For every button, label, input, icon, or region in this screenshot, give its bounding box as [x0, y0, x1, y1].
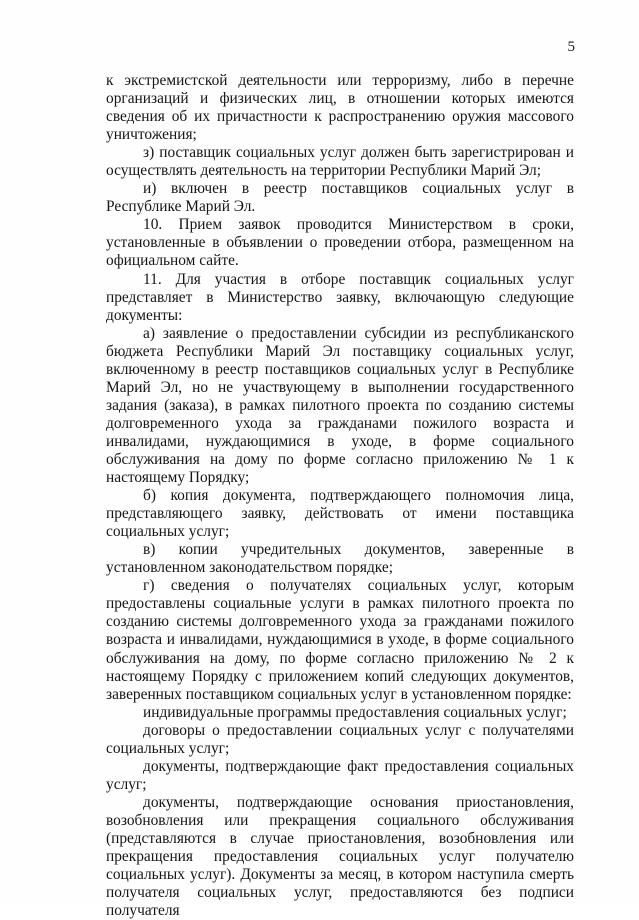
- paragraph: а) заявление о предоставлении субсидии из республиканского бюджета Республики Марий Эл поставщику социальных услуг, включенному в реестр поставщиков социальных услуг в Республике Марий Эл, но не участвующему в выполнении государственного задания (заказа), в рамках пилотного проекта по созданию системы долговременного ухода за гражданами пожилого возраста и инвалидами, нуждающимися в уходе, в форме социального обслуживания на дому по форме согласно приложению № 1 к настоящему Порядку;: [106, 324, 574, 487]
- paragraph: документы, подтверждающие основания приостановления, возобновления или прекращения социального обслуживания (представляются в случае приостановления, возобновления или прекращения предоставления социальных услуг получателю социальных услуг). Документы за месяц, в котором наступила смерть получателя социальных услуг, предоставляются без подписи получателя: [106, 793, 574, 920]
- document-body: [106, 72, 574, 920]
- paragraph: 11. Для участия в отборе поставщик социальных услуг представляет в Министерство заявку, включающую следующие документы:: [106, 270, 574, 324]
- paragraph: и) включен в реестр поставщиков социальных услуг в Республике Марий Эл.: [106, 180, 574, 216]
- paragraph: документы, подтверждающие факт предоставления социальных услуг;: [106, 757, 574, 793]
- paragraph: в) копии учредительных документов, заверенные в установленном законодательством порядке;: [106, 541, 574, 577]
- paragraph: к экстремистской деятельности или терроризму, либо в перечне организаций и физических лиц, в отношении которых имеются сведения об их причастности к распространению оружия массового уничтожения;: [106, 72, 574, 144]
- paragraph: з) поставщик социальных услуг должен быть зарегистрирован и осуществлять деятельность на территории Республики Марий Эл;: [106, 144, 574, 180]
- paragraph: договоры о предоставлении социальных услуг с получателями социальных услуг;: [106, 721, 574, 757]
- paragraph: индивидуальные программы предоставления социальных услуг;: [143, 703, 567, 721]
- paragraph: 10. Прием заявок проводится Министерством в сроки, установленные в объявлении о проведении отбора, размещенном на официальном сайте.: [106, 216, 574, 270]
- page-number: 5: [567, 39, 575, 55]
- paragraph: г) сведения о получателях социальных услуг, которым предоставлены социальные услуги в рамках пилотного проекта по созданию системы долговременного ухода за гражданами пожилого возраста и инвалидами, нуждающимися в уходе, в форме социального обслуживания на дому, по форме согласно приложению № 2 к настоящему Порядку с приложением копий следующих документов, заверенных поставщиком социальных услуг в установленном порядке:: [106, 577, 574, 703]
- paragraph: б) копия документа, подтверждающего полномочия лица, представляющего заявку, действовать от имени поставщика социальных услуг;: [106, 487, 574, 541]
